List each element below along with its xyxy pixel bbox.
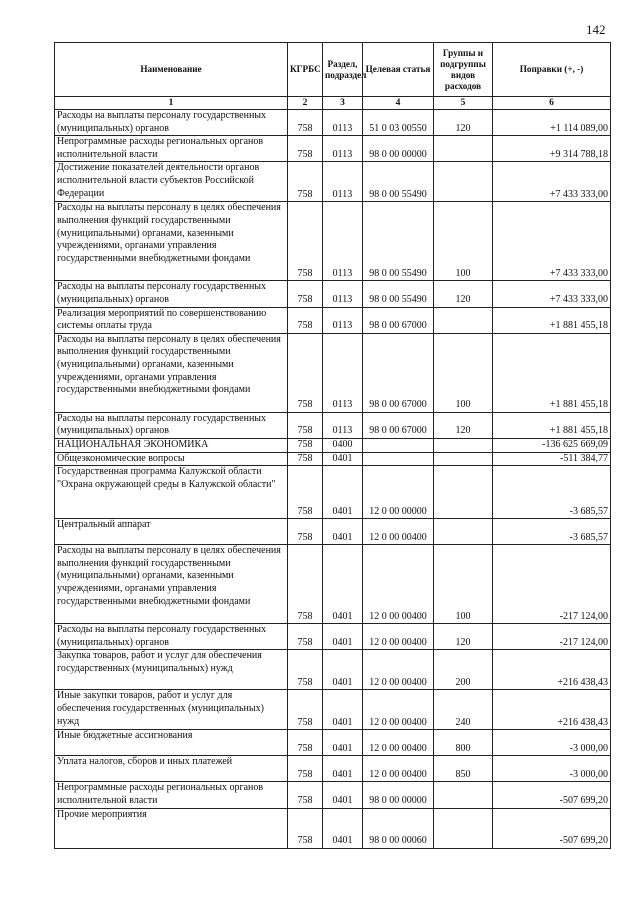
row-kgrbs: 758 bbox=[288, 438, 323, 452]
column-number: 5 bbox=[434, 97, 493, 110]
row-amount: -3 685,57 bbox=[493, 466, 611, 519]
row-kgrbs: 758 bbox=[288, 808, 323, 848]
row-name: Общеэкономические вопросы bbox=[55, 452, 288, 466]
header-row bbox=[55, 43, 611, 97]
row-target: 98 0 00 67000 bbox=[363, 333, 434, 412]
table-row bbox=[55, 162, 611, 202]
row-group bbox=[434, 162, 493, 202]
row-target: 12 0 00 00400 bbox=[363, 756, 434, 782]
row-section: 0113 bbox=[323, 110, 363, 136]
table-row bbox=[55, 412, 611, 438]
row-target bbox=[363, 452, 434, 466]
row-name: Непрограммные расходы региональных органов исполнительной власти bbox=[55, 782, 288, 808]
row-group: 100 bbox=[434, 202, 493, 281]
row-section: 0401 bbox=[323, 624, 363, 650]
row-name: НАЦИОНАЛЬНАЯ ЭКОНОМИКА bbox=[55, 438, 288, 452]
header-target: Целевая статья bbox=[363, 43, 434, 97]
row-kgrbs: 758 bbox=[288, 466, 323, 519]
row-target: 98 0 00 67000 bbox=[363, 307, 434, 333]
table-row bbox=[55, 650, 611, 690]
page-number: 142 bbox=[586, 22, 606, 37]
row-target: 51 0 03 00550 bbox=[363, 110, 434, 136]
table-row bbox=[55, 624, 611, 650]
row-kgrbs: 758 bbox=[288, 690, 323, 730]
row-kgrbs: 758 bbox=[288, 281, 323, 307]
row-amount: -217 124,00 bbox=[493, 624, 611, 650]
row-kgrbs: 758 bbox=[288, 624, 323, 650]
row-section: 0400 bbox=[323, 438, 363, 452]
row-group: 850 bbox=[434, 756, 493, 782]
row-group bbox=[434, 307, 493, 333]
row-amount: -136 625 669,09 bbox=[493, 438, 611, 452]
table-row bbox=[55, 730, 611, 756]
row-section: 0113 bbox=[323, 281, 363, 307]
row-section: 0401 bbox=[323, 545, 363, 624]
row-section: 0113 bbox=[323, 136, 363, 162]
budget-amendments-table bbox=[54, 42, 611, 849]
table-row bbox=[55, 519, 611, 545]
row-amount: +1 881 455,18 bbox=[493, 412, 611, 438]
table-row bbox=[55, 438, 611, 452]
row-amount: +7 433 333,00 bbox=[493, 281, 611, 307]
row-kgrbs: 758 bbox=[288, 452, 323, 466]
table-row bbox=[55, 545, 611, 624]
row-name: Непрограммные расходы региональных органов исполнительной власти bbox=[55, 136, 288, 162]
row-target: 98 0 00 55490 bbox=[363, 281, 434, 307]
row-name: Расходы на выплаты персоналу в целях обеспечения выполнения функций государственными (муниципальными) органами, казенными учреждениями, органами управления государственными внебюджетными фондами bbox=[55, 333, 288, 412]
table-row bbox=[55, 110, 611, 136]
row-group bbox=[434, 519, 493, 545]
row-group: 120 bbox=[434, 110, 493, 136]
row-target: 98 0 00 67000 bbox=[363, 412, 434, 438]
row-section: 0401 bbox=[323, 690, 363, 730]
row-group bbox=[434, 438, 493, 452]
row-kgrbs: 758 bbox=[288, 136, 323, 162]
row-target: 12 0 00 00400 bbox=[363, 650, 434, 690]
row-section: 0401 bbox=[323, 756, 363, 782]
row-target: 12 0 00 00400 bbox=[363, 624, 434, 650]
row-amount: +216 438,43 bbox=[493, 650, 611, 690]
table-row bbox=[55, 808, 611, 848]
row-amount: +1 114 089,00 bbox=[493, 110, 611, 136]
row-target: 12 0 00 00400 bbox=[363, 690, 434, 730]
row-name: Иные бюджетные ассигнования bbox=[55, 730, 288, 756]
row-group: 100 bbox=[434, 333, 493, 412]
row-kgrbs: 758 bbox=[288, 545, 323, 624]
row-kgrbs: 758 bbox=[288, 412, 323, 438]
row-name: Иные закупки товаров, работ и услуг для обеспечения государственных (муниципальных) нужд bbox=[55, 690, 288, 730]
row-group bbox=[434, 808, 493, 848]
row-group: 240 bbox=[434, 690, 493, 730]
row-target: 12 0 00 00400 bbox=[363, 730, 434, 756]
table-row bbox=[55, 782, 611, 808]
row-name: Расходы на выплаты персоналу в целях обеспечения выполнения функций государственными (муниципальными) органами, казенными учреждениями, органами управления государственными внебюджетными фондами bbox=[55, 545, 288, 624]
row-section: 0113 bbox=[323, 202, 363, 281]
row-amount: -507 699,20 bbox=[493, 782, 611, 808]
header-amendments: Поправки (+, -) bbox=[493, 43, 611, 97]
row-name: Государственная программа Калужской области "Охрана окружающей среды в Калужской области" bbox=[55, 466, 288, 519]
column-number: 6 bbox=[493, 97, 611, 110]
row-target: 12 0 00 00000 bbox=[363, 466, 434, 519]
table-row bbox=[55, 466, 611, 519]
row-name: Закупка товаров, работ и услуг для обеспечения государственных (муниципальных) нужд bbox=[55, 650, 288, 690]
column-number: 3 bbox=[323, 97, 363, 110]
row-section: 0401 bbox=[323, 519, 363, 545]
row-amount: +1 881 455,18 bbox=[493, 307, 611, 333]
row-section: 0113 bbox=[323, 307, 363, 333]
row-section: 0113 bbox=[323, 333, 363, 412]
row-group: 120 bbox=[434, 624, 493, 650]
row-target: 12 0 00 00400 bbox=[363, 545, 434, 624]
table-row bbox=[55, 690, 611, 730]
table-row bbox=[55, 452, 611, 466]
row-target: 98 0 00 00000 bbox=[363, 136, 434, 162]
row-group: 100 bbox=[434, 545, 493, 624]
row-kgrbs: 758 bbox=[288, 307, 323, 333]
row-target: 98 0 00 55490 bbox=[363, 162, 434, 202]
row-kgrbs: 758 bbox=[288, 162, 323, 202]
row-name: Расходы на выплаты персоналу государственных (муниципальных) органов bbox=[55, 412, 288, 438]
table-row bbox=[55, 307, 611, 333]
row-target bbox=[363, 438, 434, 452]
header-kgrbs: КГРБС bbox=[288, 43, 323, 97]
row-kgrbs: 758 bbox=[288, 650, 323, 690]
header-section: Раздел, подраздел bbox=[323, 43, 363, 97]
table-row bbox=[55, 136, 611, 162]
row-group: 120 bbox=[434, 412, 493, 438]
row-amount: +7 433 333,00 bbox=[493, 202, 611, 281]
table-row bbox=[55, 756, 611, 782]
row-kgrbs: 758 bbox=[288, 110, 323, 136]
row-group bbox=[434, 782, 493, 808]
header-name: Наименование bbox=[55, 43, 288, 97]
row-kgrbs: 758 bbox=[288, 202, 323, 281]
row-group bbox=[434, 452, 493, 466]
row-section: 0401 bbox=[323, 782, 363, 808]
row-amount: -3 000,00 bbox=[493, 730, 611, 756]
row-section: 0401 bbox=[323, 650, 363, 690]
row-group bbox=[434, 136, 493, 162]
row-target: 12 0 00 00400 bbox=[363, 519, 434, 545]
row-amount: +1 881 455,18 bbox=[493, 333, 611, 412]
row-kgrbs: 758 bbox=[288, 333, 323, 412]
row-amount: -511 384,77 bbox=[493, 452, 611, 466]
column-number-row bbox=[55, 97, 611, 110]
row-name: Расходы на выплаты персоналу в целях обеспечения выполнения функций государственными (муниципальными) органами, казенными учреждениями, органами управления государственными внебюджетными фондами bbox=[55, 202, 288, 281]
row-kgrbs: 758 bbox=[288, 756, 323, 782]
row-group bbox=[434, 466, 493, 519]
header-groups: Группы и подгруппы видов расходов bbox=[434, 43, 493, 97]
row-amount: +7 433 333,00 bbox=[493, 162, 611, 202]
table-row bbox=[55, 333, 611, 412]
row-amount: +9 314 788,18 bbox=[493, 136, 611, 162]
row-section: 0401 bbox=[323, 730, 363, 756]
row-name: Уплата налогов, сборов и иных платежей bbox=[55, 756, 288, 782]
row-section: 0113 bbox=[323, 162, 363, 202]
row-section: 0401 bbox=[323, 466, 363, 519]
row-target: 98 0 00 55490 bbox=[363, 202, 434, 281]
row-group: 120 bbox=[434, 281, 493, 307]
row-section: 0113 bbox=[323, 412, 363, 438]
row-name: Центральный аппарат bbox=[55, 519, 288, 545]
row-kgrbs: 758 bbox=[288, 730, 323, 756]
row-amount: -507 699,20 bbox=[493, 808, 611, 848]
row-name: Расходы на выплаты персоналу государственных (муниципальных) органов bbox=[55, 624, 288, 650]
row-name: Достижение показателей деятельности органов исполнительной власти субъектов Российской Федерации bbox=[55, 162, 288, 202]
column-number: 4 bbox=[363, 97, 434, 110]
row-amount: +216 438,43 bbox=[493, 690, 611, 730]
row-name: Реализация мероприятий по совершенствованию системы оплаты труда bbox=[55, 307, 288, 333]
row-amount: -217 124,00 bbox=[493, 545, 611, 624]
row-section: 0401 bbox=[323, 452, 363, 466]
row-amount: -3 000,00 bbox=[493, 756, 611, 782]
row-group: 200 bbox=[434, 650, 493, 690]
row-kgrbs: 758 bbox=[288, 782, 323, 808]
row-name: Прочие мероприятия bbox=[55, 808, 288, 848]
row-amount: -3 685,57 bbox=[493, 519, 611, 545]
row-target: 98 0 00 00000 bbox=[363, 782, 434, 808]
row-name: Расходы на выплаты персоналу государственных (муниципальных) органов bbox=[55, 110, 288, 136]
table-row bbox=[55, 281, 611, 307]
row-group: 800 bbox=[434, 730, 493, 756]
column-number: 1 bbox=[55, 97, 288, 110]
row-kgrbs: 758 bbox=[288, 519, 323, 545]
row-section: 0401 bbox=[323, 808, 363, 848]
row-target: 98 0 00 00060 bbox=[363, 808, 434, 848]
column-number: 2 bbox=[288, 97, 323, 110]
table-row bbox=[55, 202, 611, 281]
row-name: Расходы на выплаты персоналу государственных (муниципальных) органов bbox=[55, 281, 288, 307]
